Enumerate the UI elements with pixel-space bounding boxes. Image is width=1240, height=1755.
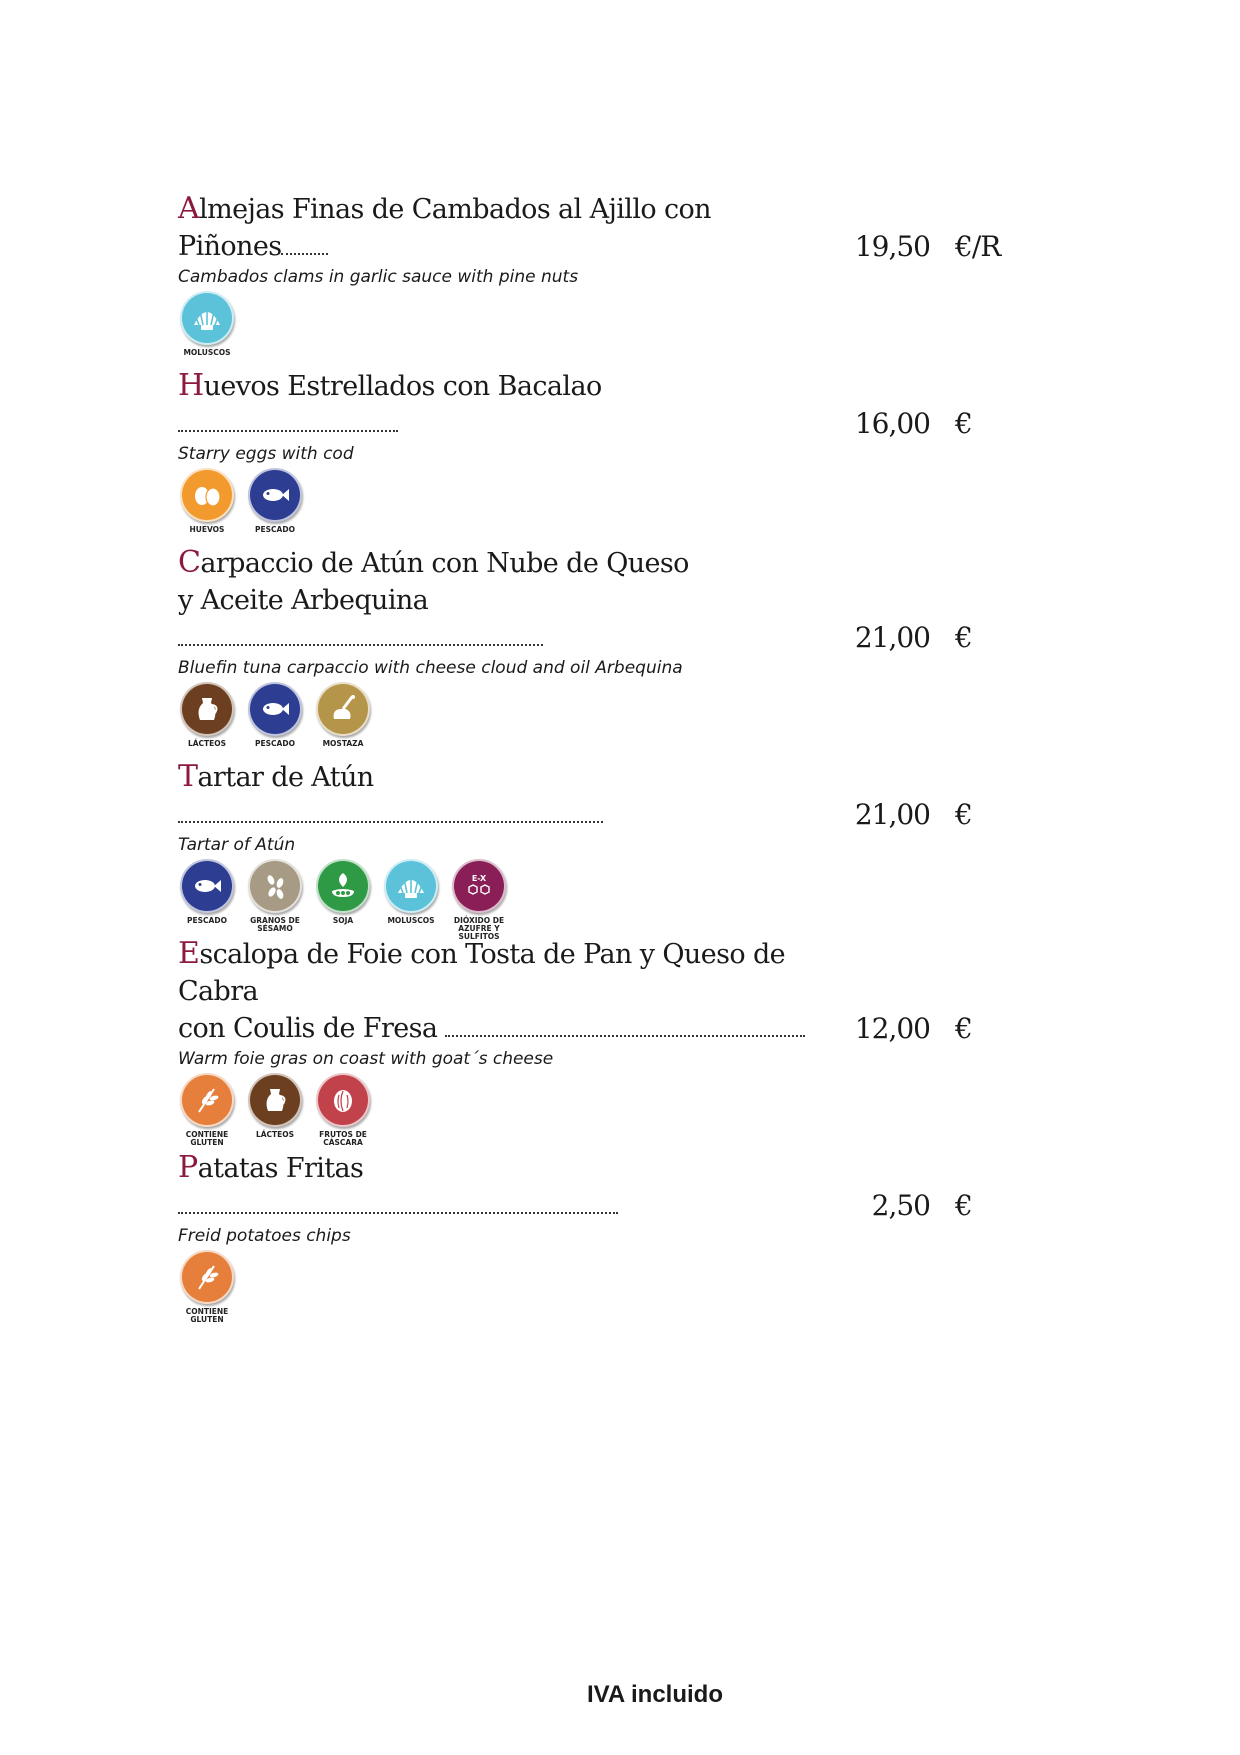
dish-description: Warm foie gras on coast with goat´s cheese (178, 1049, 554, 1069)
allergen-list (178, 291, 1078, 361)
allergen-label: MOLUSCOS (183, 348, 231, 357)
price: 16,00 (854, 407, 930, 440)
allergen-label: SOJA (332, 916, 354, 925)
allergen-list (178, 1073, 1078, 1147)
fish-icon (248, 468, 302, 522)
sulfites-icon (452, 859, 506, 913)
sesame-icon (248, 859, 302, 913)
dotted-leader (178, 820, 603, 823)
dish-name-row (178, 367, 1078, 442)
allergen-label: PESCADO (255, 739, 295, 748)
dish-title (178, 190, 800, 265)
dish-description: Bluefin tuna carpaccio with cheese cloud and oil Arbequina (178, 658, 683, 678)
soy-icon (316, 859, 370, 913)
allergen-label: HUEVOS (189, 525, 225, 534)
currency: € (955, 798, 972, 831)
dotted-leader (178, 643, 543, 646)
allergen-label: GRANOS DE SÉSAMO (250, 916, 300, 933)
allergen-label: MOLUSCOS (387, 916, 435, 925)
menu-item (178, 190, 1078, 361)
allergen-list (178, 468, 1078, 538)
dish-initial: A (178, 191, 200, 226)
dish-description: Cambados clams in garlic sauce with pine nuts (178, 267, 579, 287)
dish-title (178, 758, 800, 833)
menu-item (178, 758, 1078, 941)
allergen-label: CONTIENE GLUTEN (185, 1130, 229, 1147)
jug-icon (180, 682, 234, 736)
tax-note: IVA incluido (587, 1681, 723, 1708)
dish-title (178, 367, 800, 442)
allergen-pescado (178, 859, 236, 925)
dish-title-text: uevos Estrellados con Bacalao (203, 371, 602, 402)
allergen-label: PESCADO (255, 525, 295, 534)
dish-name-row (178, 935, 1078, 1047)
menu-item (178, 1149, 1078, 1324)
allergen-pescado (246, 468, 304, 534)
allergen-huevos (178, 468, 236, 534)
allergen-list (178, 1250, 1078, 1324)
shell-icon (180, 291, 234, 345)
dish-title (178, 1149, 800, 1224)
price: 12,00 (854, 1012, 930, 1045)
allergen-mostaza (314, 682, 372, 748)
allergen-label: PESCADO (187, 916, 227, 925)
allergen-sesamo (246, 859, 304, 933)
allergen-label: LÁCTEOS (255, 1130, 295, 1139)
allergen-list (178, 682, 1078, 752)
dish-description: Starry eggs with cod (178, 444, 354, 464)
wheat-icon (180, 1250, 234, 1304)
menu-item (178, 544, 1078, 752)
currency: € (955, 1189, 972, 1222)
wheat-icon (180, 1073, 234, 1127)
allergen-gluten (178, 1073, 236, 1147)
dish-initial: E (178, 936, 200, 971)
dish-title-text: arpaccio de Atún con Nube de Queso (200, 548, 689, 579)
allergen-lacteos (246, 1073, 304, 1139)
shell-icon (384, 859, 438, 913)
svg-text:E-X: E-X (471, 874, 487, 883)
menu-list (178, 190, 1078, 1326)
price: 2,50 (871, 1189, 930, 1222)
menu-item (178, 935, 1078, 1147)
dish-title-text: atatas Fritas (197, 1153, 364, 1184)
dish-title-text-line2: y Aceite Arbequina (178, 585, 429, 616)
currency: € (955, 1012, 972, 1045)
currency: €/R (955, 230, 1001, 263)
fish-icon (248, 682, 302, 736)
currency: € (955, 407, 972, 440)
dotted-leader (281, 252, 328, 255)
mustard-icon (316, 682, 370, 736)
allergen-label: DIÓXIDO DE AZUFRE Y SULFITOS (453, 916, 505, 941)
allergen-pescado (246, 682, 304, 748)
dish-description: Freid potatoes chips (178, 1226, 351, 1246)
menu-item (178, 367, 1078, 538)
dish-initial: T (178, 759, 198, 794)
dish-title-text-line2: con Coulis de Fresa (178, 1013, 438, 1044)
dish-title (178, 935, 858, 1047)
jug-icon (248, 1073, 302, 1127)
dish-title-text: scalopa de Foie con Tosta de Pan y Queso de Cabra (178, 939, 786, 1007)
price: 21,00 (854, 621, 930, 654)
dish-initial: C (178, 545, 201, 580)
dish-description: Tartar of Atún (178, 835, 296, 855)
nut-icon (316, 1073, 370, 1127)
allergen-label: LÁCTEOS (187, 739, 227, 748)
dish-initial: H (178, 368, 204, 403)
dotted-leader (445, 1034, 805, 1037)
allergen-lacteos (178, 682, 236, 748)
dotted-leader (178, 1211, 618, 1214)
allergen-moluscos (178, 291, 236, 357)
dish-name-row (178, 1149, 1078, 1224)
allergen-moluscos (382, 859, 440, 925)
allergen-soja (314, 859, 372, 925)
eggs-icon (180, 468, 234, 522)
allergen-gluten (178, 1250, 236, 1324)
allergen-label: CONTIENE GLUTEN (185, 1307, 229, 1324)
allergen-frutos (314, 1073, 372, 1147)
fish-icon (180, 859, 234, 913)
dish-name-row (178, 544, 1078, 656)
allergen-sulfitos (450, 859, 508, 941)
dish-initial: P (178, 1150, 198, 1185)
dish-title-text: artar de Atún (197, 762, 374, 793)
allergen-label: MOSTAZA (322, 739, 364, 748)
dish-name-row (178, 190, 1078, 265)
dish-title (178, 544, 800, 656)
currency: € (955, 621, 972, 654)
allergen-label: FRUTOS DE CÁSCARA (319, 1130, 367, 1147)
price: 19,50 (854, 230, 930, 263)
price: 21,00 (854, 798, 930, 831)
dish-name-row (178, 758, 1078, 833)
allergen-list (178, 859, 1078, 941)
dotted-leader (178, 429, 398, 432)
dish-title-text: lmejas Finas de Cambados al Ajillo con Piñones (178, 194, 711, 262)
